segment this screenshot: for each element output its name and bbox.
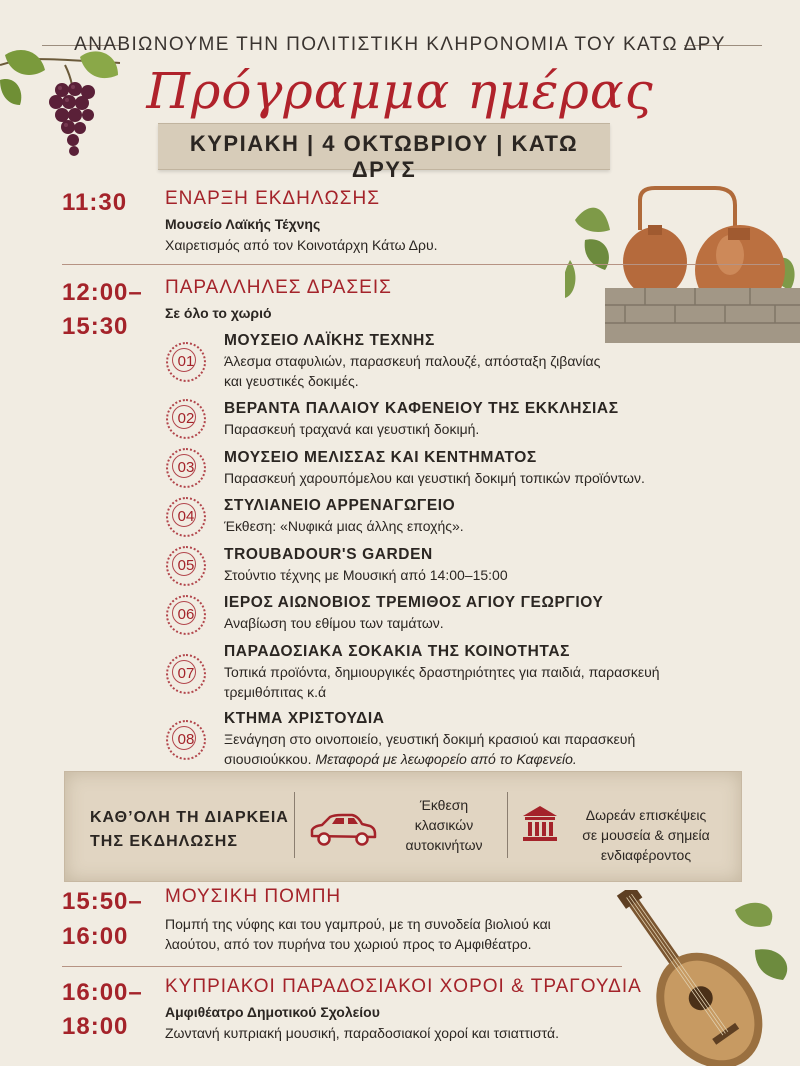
item-desc: Αναβίωση του εθίμου των ταμάτων. — [224, 615, 444, 631]
divider — [62, 264, 780, 265]
item-number-badge: 02 — [166, 399, 206, 439]
item-title: ΙΕΡΟΣ ΑΙΩΝΟΒΙΟΣ ΤΡΕΜΙΘΟΣ ΑΓΙΟΥ ΓΕΩΡΓΙΟΥ — [224, 594, 604, 611]
date-line: ΚΥΡΙΑΚΗ | 4 ΟΚΤΩΒΡΙΟΥ | ΚΑΤΩ ΔΡΥΣ — [189, 131, 579, 182]
section-title-opening: ΕΝΑΡΞΗ ΕΚΔΗΛΩΣΗΣ — [165, 188, 380, 209]
banner-separator — [294, 792, 295, 858]
section-title-dances: ΚΥΠΡΙΑΚΟΙ ΠΑΡΑΔΟΣΙΑΚΟΙ ΧΟΡΟΙ & ΤΡΑΓΟΥΔΙΑ — [165, 976, 642, 997]
item-desc: Παρασκευή χαρουπόμελου και γευστική δοκιμή τοπικών προϊόντων. — [224, 470, 645, 486]
item-desc-note: Μεταφορά με λεωφορείο από το Καφενείο. — [315, 751, 577, 767]
item-desc: τρεμιθόπιτας κ.ά — [224, 684, 327, 700]
item-desc-part: σιουσιούκκου. — [224, 751, 312, 767]
feature-text-museums: Δωρεάν επισκέψεις σε μουσεία & σημεία ενδιαφέροντος — [582, 807, 710, 863]
item-title: TROUBADOUR'S GARDEN — [224, 546, 433, 563]
time-slot-1: 11:30 — [62, 189, 128, 216]
item-number-badge: 07 — [166, 654, 206, 694]
item-number-badge: 08 — [166, 720, 206, 760]
divider — [62, 966, 622, 967]
item-desc: Ξενάγηση στο οινοποιείο, γευστική δοκιμή κρασιού και παρασκευή — [224, 731, 636, 747]
item-number-badge: 04 — [166, 497, 206, 537]
time-start-3: 15:50– — [62, 888, 143, 915]
section-desc-dances: Ζωντανή κυπριακή μουσική, παραδοσιακοί χοροί και τσιαττιστά. — [165, 1025, 559, 1041]
item-desc — [224, 749, 577, 769]
section-venue-opening: Μουσείο Λαϊκής Τέχνης — [165, 216, 321, 232]
item-desc: Έκθεση: «Νυφικά μιας άλλης εποχής». — [224, 518, 464, 534]
section-venue-dances: Αμφιθέατρο Δημοτικού Σχολείου — [165, 1004, 380, 1020]
time-end-2: 15:30 — [62, 313, 129, 340]
banner-separator — [507, 792, 508, 858]
section-desc-procession: λαούτου, από τον πυρήνα του χωριού προς το Αμφιθέατρο. — [165, 936, 532, 952]
item-title: ΜΟΥΣΕΙΟ ΛΑΪΚΗΣ ΤΕΧΝΗΣ — [224, 332, 435, 349]
copper-still-illustration — [565, 180, 800, 350]
item-title: ΜΟΥΣΕΙΟ ΜΕΛΙΣΣΑΣ ΚΑΙ ΚΕΝΤΗΜΑΤΟΣ — [224, 449, 537, 466]
item-desc: Τοπικά προϊόντα, δημιουργικές δραστηριότητες για παιδιά, παρασκευή — [224, 664, 660, 680]
tagline: ΑΝΑΒΙΩΝΟΥΜΕ ΤΗΝ ΠΟΛΙΤΙΣΤΙΚΗ ΚΛΗΡΟΝΟΜΙΑ ΤΟΥ ΚΑΤΩ ΔΡΥ — [74, 34, 726, 55]
section-desc-procession: Πομπή της νύφης και του γαμπρού, με τη συνοδεία βιολιού και — [165, 916, 551, 932]
page-title: Πρόγραμμα ημέρας — [146, 62, 654, 120]
section-subtitle-parallel: Σε όλο το χωριό — [165, 305, 272, 321]
banner-label-line: ΚΑΘ’ΟΛΗ ΤΗ ΔΙΑΡΚΕΙΑ — [90, 809, 289, 826]
section-desc-opening: Χαιρετισμός από τον Κοινοτάρχη Κάτω Δρυ. — [165, 237, 438, 253]
time-start-4: 16:00– — [62, 979, 143, 1006]
classic-car-icon — [308, 812, 378, 848]
item-title: ΣΤΥΛΙΑΝΕΙΟ ΑΡΡΕΝΑΓΩΓΕΙΟ — [224, 497, 456, 514]
item-number-badge: 06 — [166, 595, 206, 635]
time-start-2: 12:00– — [62, 279, 143, 306]
banner-label-line: ΤΗΣ ΕΚΔΗΛΩΣΗΣ — [90, 833, 238, 850]
item-desc: και γευστικές δοκιμές. — [224, 373, 359, 389]
section-title-parallel: ΠΑΡΑΛΛΗΛΕΣ ΔΡΑΣΕΙΣ — [165, 277, 392, 298]
feature-text-cars: Έκθεση κλασικών αυτοκινήτων — [405, 797, 483, 853]
time-end-4: 18:00 — [62, 1013, 129, 1040]
item-desc: Άλεσμα σταφυλιών, παρασκευή παλουζέ, απόσταξη ζιβανίας — [224, 353, 601, 369]
item-title: ΠΑΡΑΔΟΣΙΑΚΑ ΣΟΚΑΚΙΑ ΤΗΣ ΚΟΙΝΟΤΗΤΑΣ — [224, 643, 571, 660]
item-number-badge: 03 — [166, 448, 206, 488]
banner-label — [90, 806, 290, 854]
section-title-procession: ΜΟΥΣΙΚΗ ΠΟΜΠΗ — [165, 886, 342, 907]
item-title: ΒΕΡΑΝΤΑ ΠΑΛΑΙΟΥ ΚΑΦΕΝΕΙΟΥ ΤΗΣ ΕΚΚΛΗΣΙΑΣ — [224, 400, 619, 417]
museum-icon — [520, 803, 560, 843]
item-number-badge: 01 — [166, 342, 206, 382]
item-desc: Στούντιο τέχνης με Μουσική από 14:00–15:00 — [224, 567, 508, 583]
time-end-3: 16:00 — [62, 923, 129, 950]
item-title: ΚΤΗΜΑ ΧΡΙΣΤΟΥΔΙΑ — [224, 710, 385, 727]
item-desc: Παρασκευή τραχανά και γευστική δοκιμή. — [224, 421, 480, 437]
item-number-badge: 05 — [166, 546, 206, 586]
